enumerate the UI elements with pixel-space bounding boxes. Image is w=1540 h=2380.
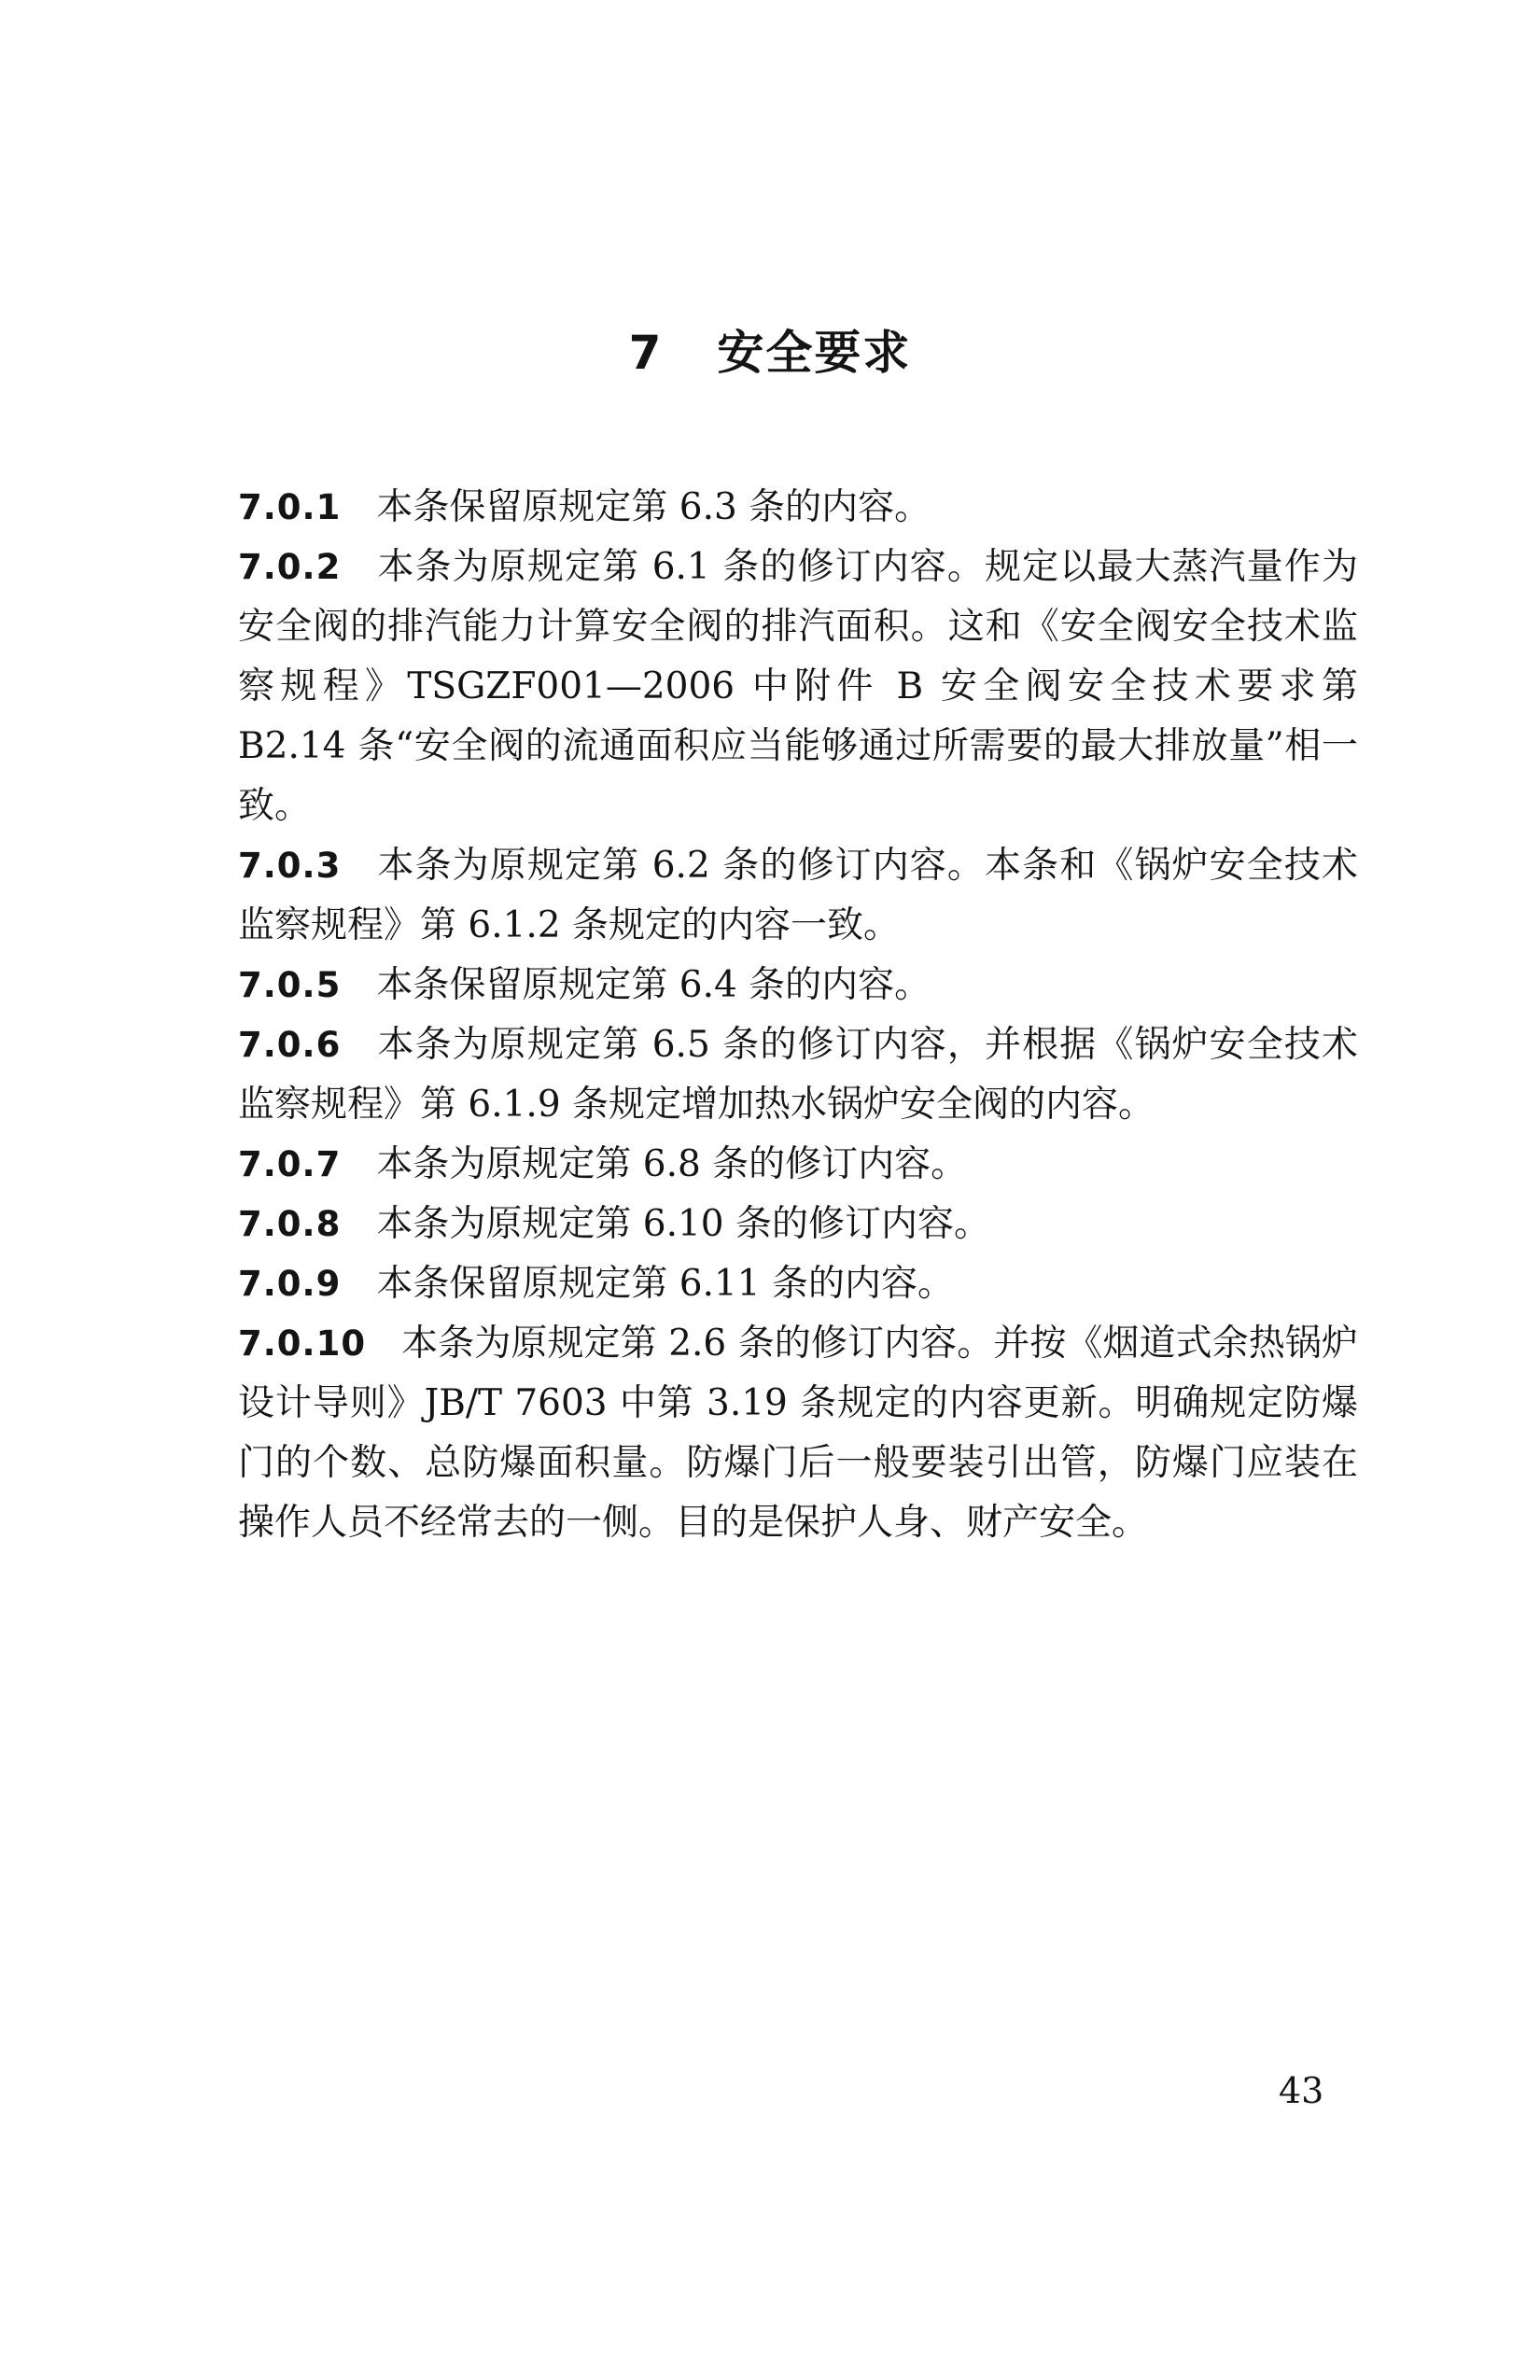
chapter-title-text: 安全要求 (717, 326, 912, 380)
clause-7-0-7 (238, 1135, 1358, 1195)
clause-list (238, 478, 1358, 1553)
clause-text: 本条为原规定第 6.8 条的修订内容。 (376, 1143, 968, 1185)
clause-7-0-8 (238, 1195, 1358, 1254)
clause-7-0-10 (238, 1314, 1358, 1553)
chapter-title (0, 315, 1540, 383)
clause-text: 本条为原规定第 6.1 条的修订内容。规定以最大蒸汽量作为安全阀的排汽能力计算安全阀的排汽面积。这和《安全阀安全技术监察规程》TSGZF001—2006 中附件 B 安全阀安全技术要求第 B2.14 条“安全阀的流通面积应当能够通过所需要的最大排放量”相一致。 (238, 546, 1358, 827)
page-number: 43 (1279, 2070, 1324, 2111)
clause-number: 7.0.7 (238, 1144, 342, 1184)
clause-text: 本条保留原规定第 6.4 条的内容。 (376, 964, 931, 1006)
clause-text: 本条为原规定第 6.5 条的修订内容，并根据《锅炉安全技术监察规程》第 6.1.9 条规定增加热水锅炉安全阀的内容。 (238, 1024, 1358, 1126)
clause-number: 7.0.9 (238, 1264, 342, 1304)
clause-7-0-3 (238, 836, 1358, 956)
clause-text: 本条保留原规定第 6.3 条的内容。 (376, 486, 931, 528)
clause-number: 7.0.2 (238, 547, 342, 587)
chapter-number: 7 (628, 326, 664, 380)
clause-number: 7.0.8 (238, 1204, 342, 1244)
clause-7-0-9 (238, 1254, 1358, 1314)
clause-text: 本条为原规定第 6.10 条的修订内容。 (376, 1203, 990, 1245)
clause-number: 7.0.3 (238, 846, 342, 886)
clause-number: 7.0.6 (238, 1025, 342, 1065)
clause-number: 7.0.5 (238, 965, 342, 1005)
clause-7-0-1 (238, 478, 1358, 538)
clause-text: 本条为原规定第 2.6 条的修订内容。并按《烟道式余热锅炉设计导则》JB/T 7603 中第 3.19 条规定的内容更新。明确规定防爆门的个数、总防爆面积量。防爆门后一般要装引出管，防爆门应装在操作人员不经常去的一侧。目的是保护人身、财产安全。 (238, 1323, 1358, 1544)
clause-number: 7.0.1 (238, 487, 342, 527)
clause-7-0-5 (238, 956, 1358, 1015)
clause-7-0-2 (238, 538, 1358, 836)
clause-7-0-6 (238, 1015, 1358, 1135)
clause-text: 本条保留原规定第 6.11 条的内容。 (376, 1263, 954, 1305)
clause-text: 本条为原规定第 6.2 条的修订内容。本条和《锅炉安全技术监察规程》第 6.1.2 条规定的内容一致。 (238, 845, 1358, 946)
clause-number: 7.0.10 (238, 1323, 367, 1364)
